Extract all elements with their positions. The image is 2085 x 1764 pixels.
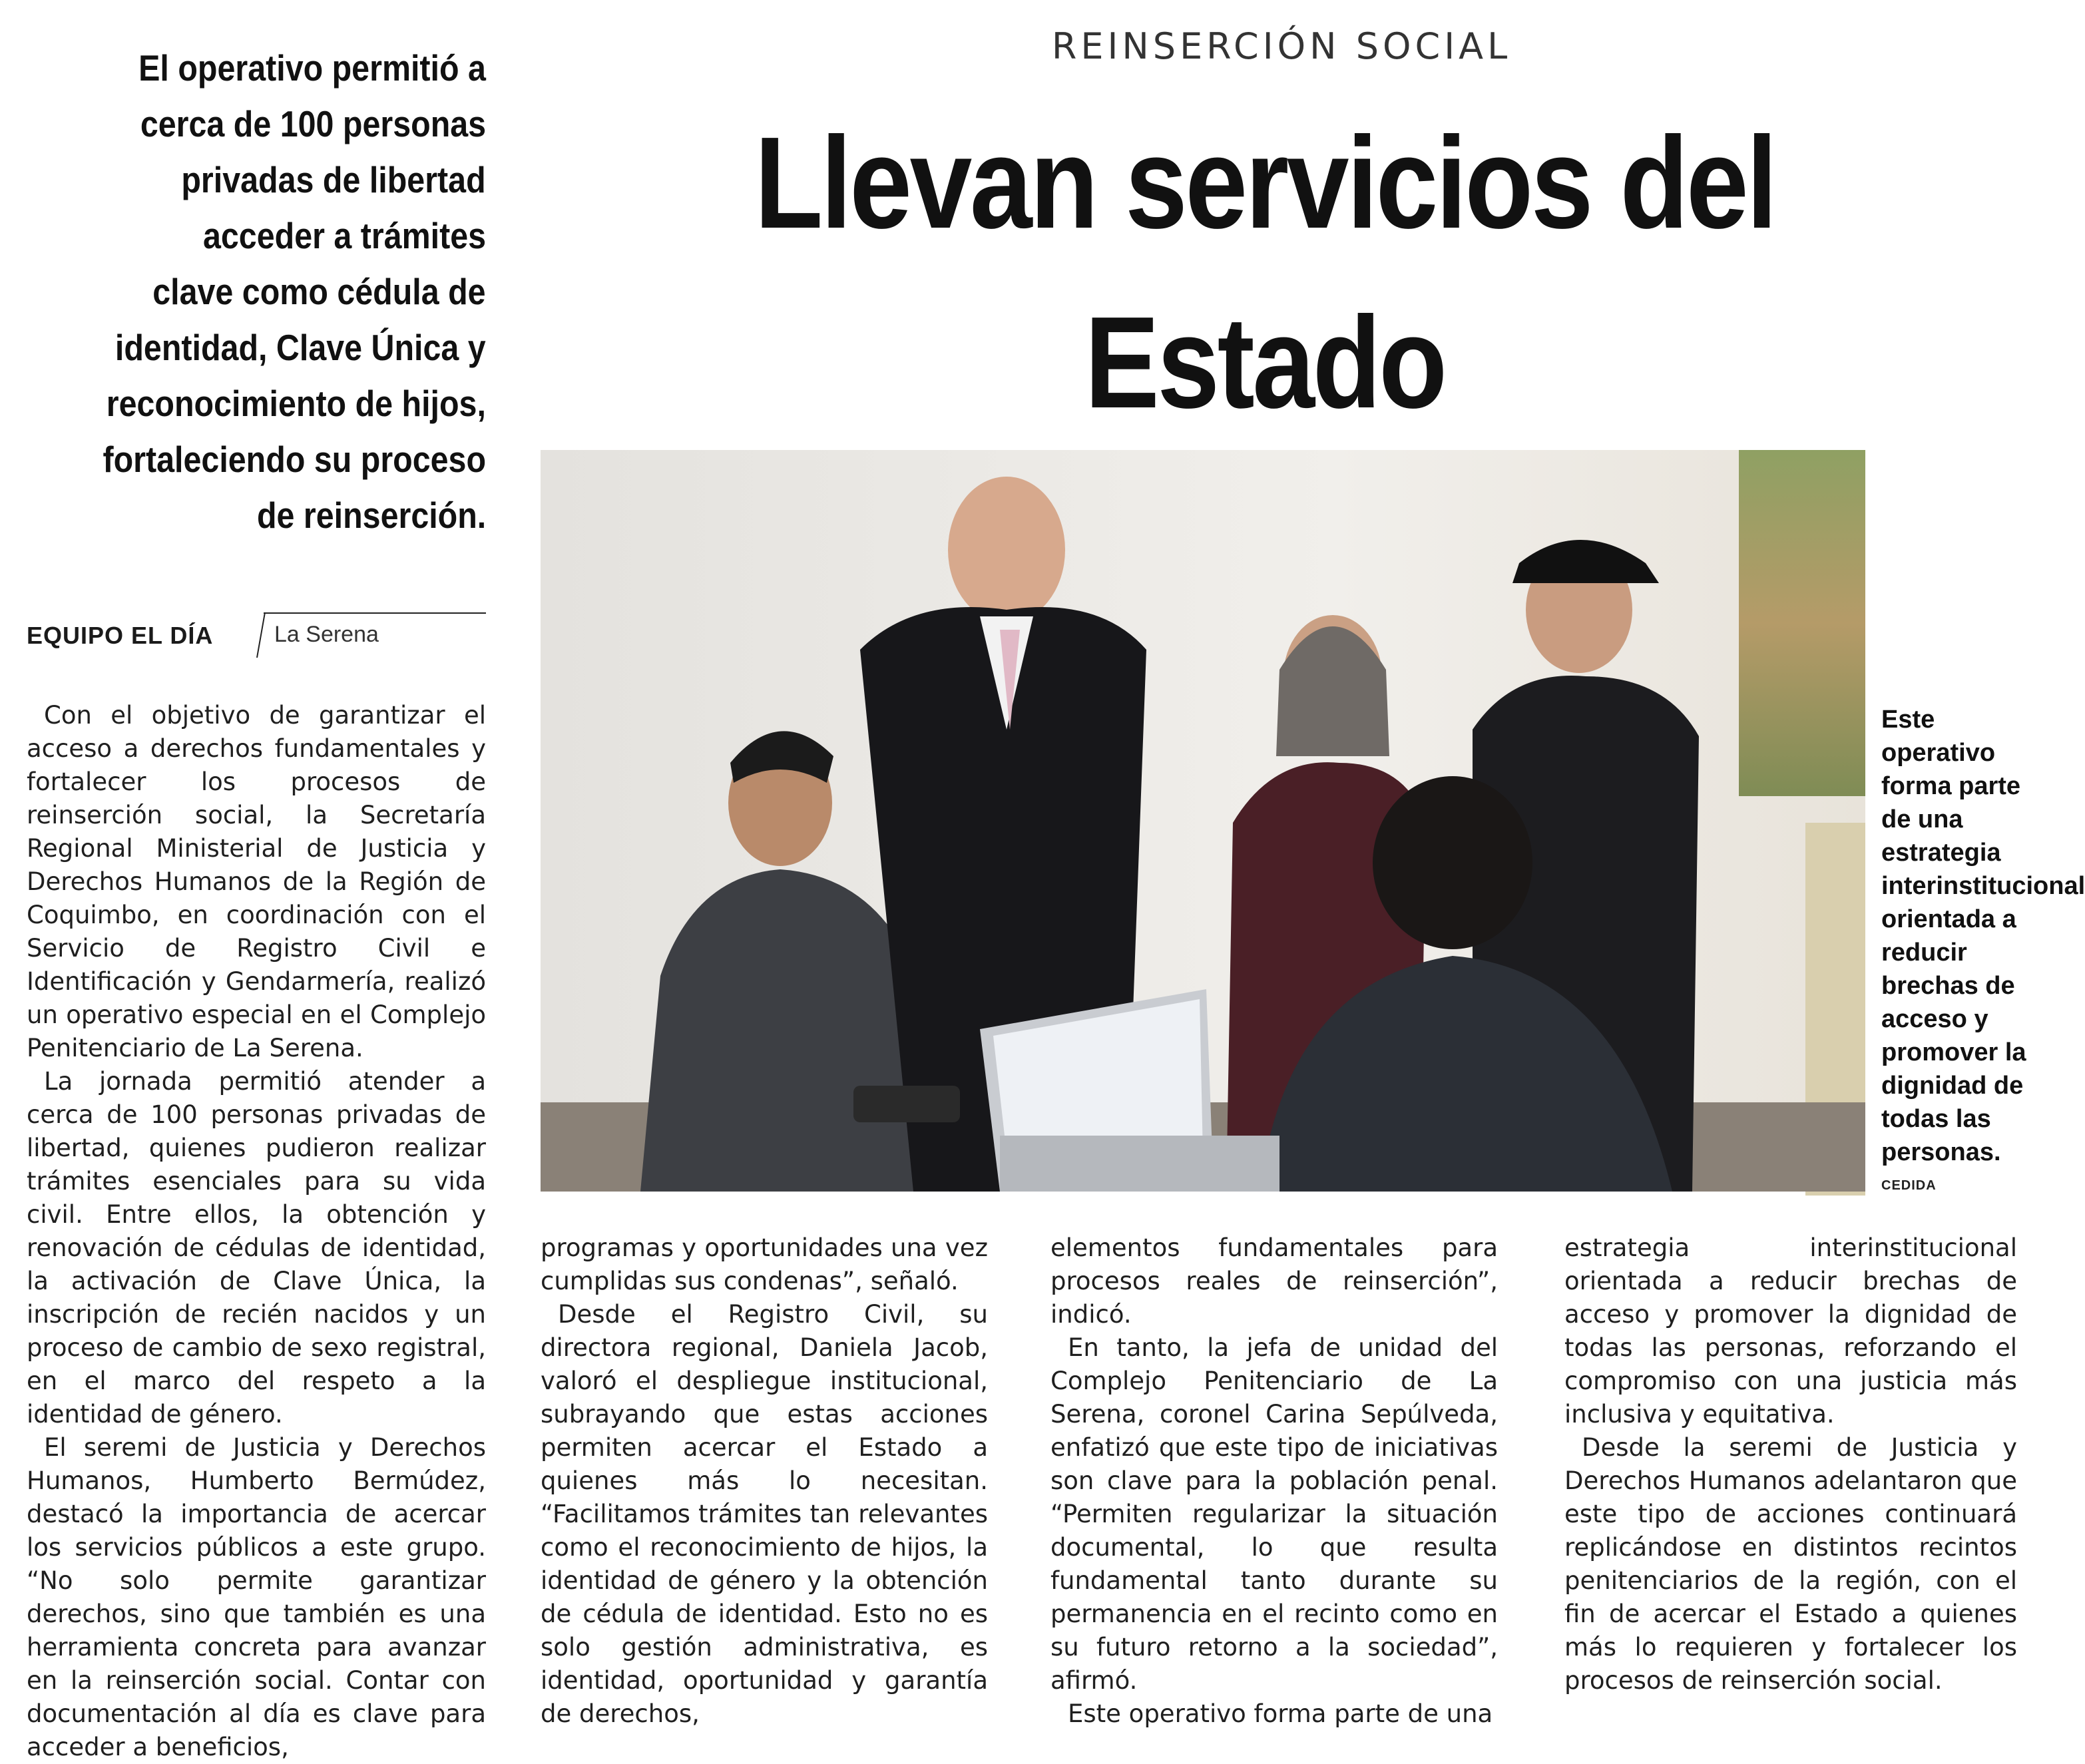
photo-caption: Este operativo forma parte de una estrategia interinstitucional orientada a reducir brechas de acceso y promover la dignidad de todas las personas. — [1881, 706, 2085, 1166]
paragraph: Este operativo forma parte de una — [1068, 1699, 1493, 1728]
paragraph: En tanto, la jefa de unidad del Complejo Penitenciario de La Serena, coronel Carina Sepúlveda, enfatizó que este tipo de iniciativas son clave para la población penal. “Permiten regularizar la situación documental, lo que resulta fundamental tanto durante su permanencia en el recinto como en su futuro retorno a la sociedad”, afirmó. — [1050, 1333, 1498, 1695]
photo-credit: CEDIDA — [1881, 1178, 1937, 1193]
press-photo-icon — [541, 450, 1865, 1192]
lede-line: clave como cédula de — [152, 271, 486, 312]
body-column-3 — [1050, 1231, 1498, 1731]
body-column-4 — [1564, 1231, 2017, 1697]
section-kicker: REINSERCIÓN SOCIAL — [1051, 25, 1512, 67]
lede-line: reconocimiento de hijos, — [106, 383, 486, 424]
paragraph: Desde el Registro Civil, su directora regional, Daniela Jacob, valoró el despliegue institucional, subrayando que estas acciones permiten acercar el Estado a quienes más lo necesitan. “Facilitamos trámites tan relevantes como el reconocimiento de hijos, la identidad de género y la obtención de cédula de identidad. Esto no es solo gestión administrativa, es identidad, oportunidad y garantía de derechos, — [541, 1300, 988, 1728]
lede-line: acceder a trámites — [202, 215, 486, 256]
byline — [27, 612, 486, 659]
byline-rule — [264, 612, 486, 614]
paragraph: El seremi de Justicia y Derechos Humanos, Humberto Bermúdez, destacó la importancia de acercar los servicios públicos a este grupo. “No solo permite garantizar derechos, sino que también es una herramienta concreta para avanzar en la reinserción social. Contar con documentación al día es clave para acceder a beneficios, — [27, 1433, 486, 1761]
paragraph-continued: programas y oportunidades una vez cumplidas sus condenas”, señaló. — [541, 1233, 988, 1295]
paragraph: Desde la seremi de Justicia y Derechos Humanos adelantaron que este tipo de acciones continuará replicándose en distintos recintos penitenciarios de la región, con el fin de acercar el Estado a quienes más lo requieren y fortalecer los procesos de reinserción social. — [1564, 1433, 2017, 1695]
lede-line: cerca de 100 personas — [140, 103, 486, 144]
paragraph: La jornada permitió atender a cerca de 100 personas privadas de libertad, quienes pudieron realizar trámites esenciales para su vida civil. Entre ellos, la obtención y renovación de cédulas de identidad, la activación de Clave Única, la inscripción de recién nacidos y un proceso de cambio de sexo registral, en el marco del respeto a la identidad de género. — [27, 1067, 486, 1429]
paragraph-continued: elementos fundamentales para procesos reales de reinserción”, indicó. — [1050, 1233, 1498, 1329]
lede-line: privadas de libertad — [181, 159, 486, 200]
article-photo — [541, 450, 1865, 1192]
lede-line: El operativo permitió a — [138, 47, 486, 89]
paragraph: Con el objetivo de garantizar el acceso a derechos fundamentales y fortalecer los procesos de reinserción social, la Secretaría Regional Ministerial de Justicia y Derechos Humanos de la Región de Coquimbo, en coordinación con el Servicio de Registro Civil e Identificación y Gendarmería, realizó un operativo especial en el Complejo Penitenciario de La Serena. — [27, 701, 486, 1062]
headline-line-1: Llevan servicios del Estado — [754, 110, 1775, 435]
byline-author: EQUIPO EL DÍA — [27, 622, 214, 649]
lede — [27, 40, 486, 543]
lede-line: identidad, Clave Única y — [115, 327, 486, 368]
paragraph-continued: estrategia interinstitucional orientada a reducir brechas de acceso y promover la dignidad de todas las personas, reforzando el compromiso con una justicia más inclusiva y equitativa. — [1564, 1233, 2017, 1429]
body-column-2 — [541, 1231, 988, 1731]
lede-line: fortaleciendo su proceso — [103, 439, 486, 480]
lede-line: de reinserción. — [256, 495, 486, 536]
body-column-1 — [27, 699, 486, 1764]
byline-place: La Serena — [274, 622, 379, 647]
